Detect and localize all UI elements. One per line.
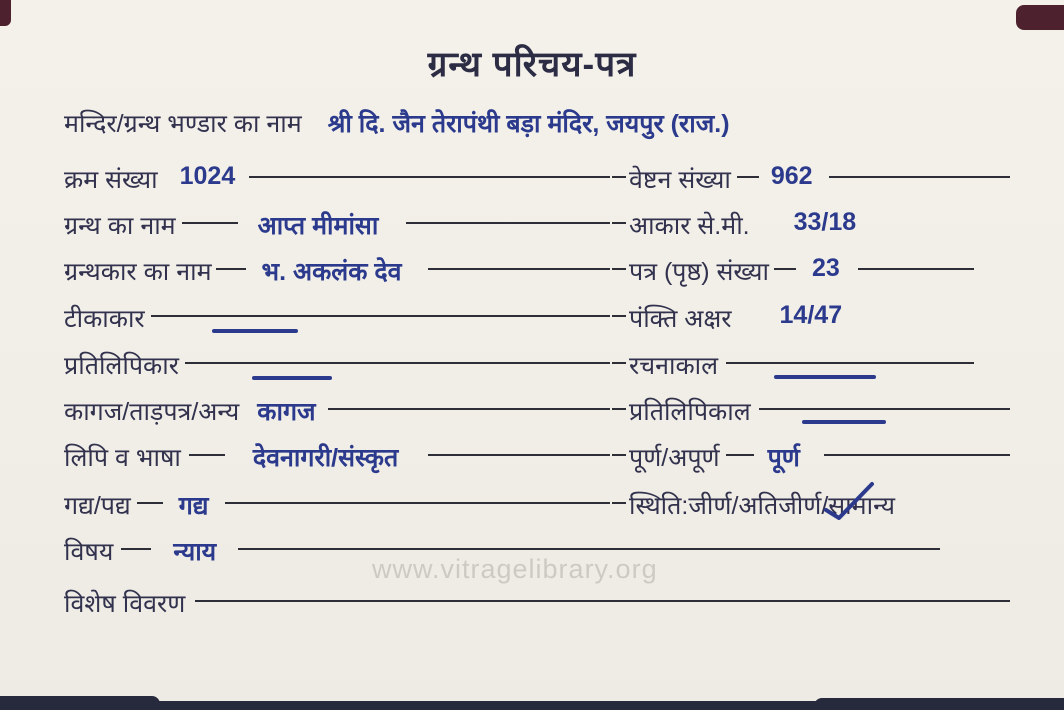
- rule-dash: [737, 176, 759, 178]
- script-language-value: देवनागरी/संस्कृत: [252, 444, 399, 472]
- field-material: [64, 394, 610, 428]
- field-size-cm: [612, 208, 1010, 242]
- blank-blue-line: [774, 375, 876, 379]
- blank-blue-line: [802, 420, 886, 424]
- rule-line: [238, 548, 940, 550]
- rule-line: [726, 362, 974, 364]
- field-serial-number: [64, 162, 610, 196]
- field-manuscript-name: [64, 208, 610, 242]
- rule-dash: [612, 408, 626, 410]
- field-bundle-number: [612, 162, 1010, 196]
- lines-letters-value: 14/47: [779, 301, 843, 329]
- rule-dash: [137, 502, 163, 504]
- field-composition-date: [612, 348, 1010, 382]
- bottom-edge-stain-left: [0, 696, 160, 710]
- rule-line: [151, 315, 610, 317]
- material-value: कागज: [257, 398, 316, 426]
- checkmark-icon: [822, 480, 878, 526]
- manuscript-name-label: ग्रन्थ का नाम: [64, 212, 176, 240]
- rule-line: [759, 408, 1010, 410]
- size-cm-value: 33/18: [793, 208, 857, 236]
- special-details-label: विशेष विवरण: [64, 590, 186, 618]
- field-condition: [612, 488, 1010, 522]
- field-prose-verse: [64, 488, 610, 522]
- commentator-label: टीकाकार: [64, 305, 145, 333]
- rule-dash: [612, 502, 626, 504]
- repository-value: श्री दि. जैन तेरापंथी बड़ा मंदिर, जयपुर (राज.): [327, 110, 730, 138]
- repository-label: मन्दिर/ग्रन्थ भण्डार का नाम: [64, 110, 302, 138]
- corner-stain-top-right: [1016, 5, 1064, 30]
- subject-value: न्याय: [173, 538, 217, 566]
- field-completeness: [612, 440, 1010, 474]
- prose-verse-value: गद्य: [178, 492, 209, 520]
- rule-dash: [612, 268, 626, 270]
- rule-line: [185, 362, 610, 364]
- condition-checked-option: [828, 488, 895, 522]
- bundle-number-value: 962: [770, 162, 813, 190]
- size-cm-label: आकार से.मी.: [629, 212, 750, 240]
- field-page-count: [612, 254, 1010, 288]
- rule-dash: [612, 454, 626, 456]
- field-repository: [64, 106, 1014, 140]
- rule-line: [406, 222, 610, 224]
- serial-number-label: क्रम संख्या: [64, 166, 158, 194]
- rule-line: [829, 176, 1010, 178]
- bundle-number-label: वेष्टन संख्या: [629, 166, 731, 194]
- composition-date-label: रचनाकाल: [629, 352, 719, 380]
- scribe-label: प्रतिलिपिकार: [64, 352, 179, 380]
- condition-checked-option-text: सामान्य: [828, 492, 895, 520]
- rule-line: [328, 408, 610, 410]
- field-copy-date: [612, 394, 1010, 428]
- field-script-language: [64, 440, 610, 474]
- copy-date-label: प्रतिलिपिकाल: [629, 398, 751, 426]
- completeness-value: पूर्ण: [767, 444, 800, 472]
- rule-dash: [612, 362, 626, 364]
- rule-dash: [612, 222, 626, 224]
- page-count-label: पत्र (पृष्ठ) संख्या: [629, 258, 769, 286]
- rule-line: [225, 502, 610, 504]
- page-title: ग्रन्थ परिचय-पत्र: [427, 45, 637, 84]
- corner-stain-top-left: [0, 0, 11, 26]
- bottom-edge-stain-right: [814, 698, 1064, 710]
- field-lines-letters: [612, 301, 1010, 335]
- field-author-name: [64, 254, 610, 288]
- rule-dash: [121, 548, 151, 550]
- field-commentator: [64, 301, 610, 335]
- rule-line: [428, 268, 610, 270]
- manuscript-name-value: आप्त मीमांसा: [257, 212, 379, 240]
- rule-line: [858, 268, 974, 270]
- rule-line: [195, 600, 1010, 602]
- rule-line: [428, 454, 610, 456]
- rule-dash: [726, 454, 754, 456]
- rule-dash: [774, 268, 796, 270]
- script-language-label: लिपि व भाषा: [64, 444, 181, 472]
- rule-dash: [182, 222, 238, 224]
- completeness-label: पूर्ण/अपूर्ण: [629, 444, 720, 472]
- serial-number-value: 1024: [179, 162, 236, 190]
- lines-letters-label: पंक्ति अक्षर: [629, 305, 732, 333]
- condition-label: स्थिति:जीर्ण/अतिजीर्ण/: [629, 492, 829, 520]
- material-label: कागज/ताड़पत्र/अन्य: [64, 398, 240, 426]
- page-count-value: 23: [811, 254, 840, 282]
- rule-line: [824, 454, 1010, 456]
- author-name-label: ग्रन्थकार का नाम: [64, 258, 212, 286]
- field-scribe: [64, 348, 610, 382]
- prose-verse-label: गद्य/पद्य: [64, 492, 131, 520]
- rule-line: [249, 176, 610, 178]
- rule-dash: [189, 454, 225, 456]
- rule-dash: [216, 268, 246, 270]
- blank-blue-line: [252, 376, 332, 380]
- author-name-value: भ. अकलंक देव: [261, 258, 402, 286]
- rule-dash: [612, 176, 626, 178]
- field-special-details: [64, 586, 1010, 620]
- blank-blue-line: [212, 329, 298, 333]
- rule-dash: [612, 315, 626, 317]
- watermark-text: www.vitragelibrary.org: [372, 554, 658, 584]
- subject-label: विषय: [64, 538, 114, 566]
